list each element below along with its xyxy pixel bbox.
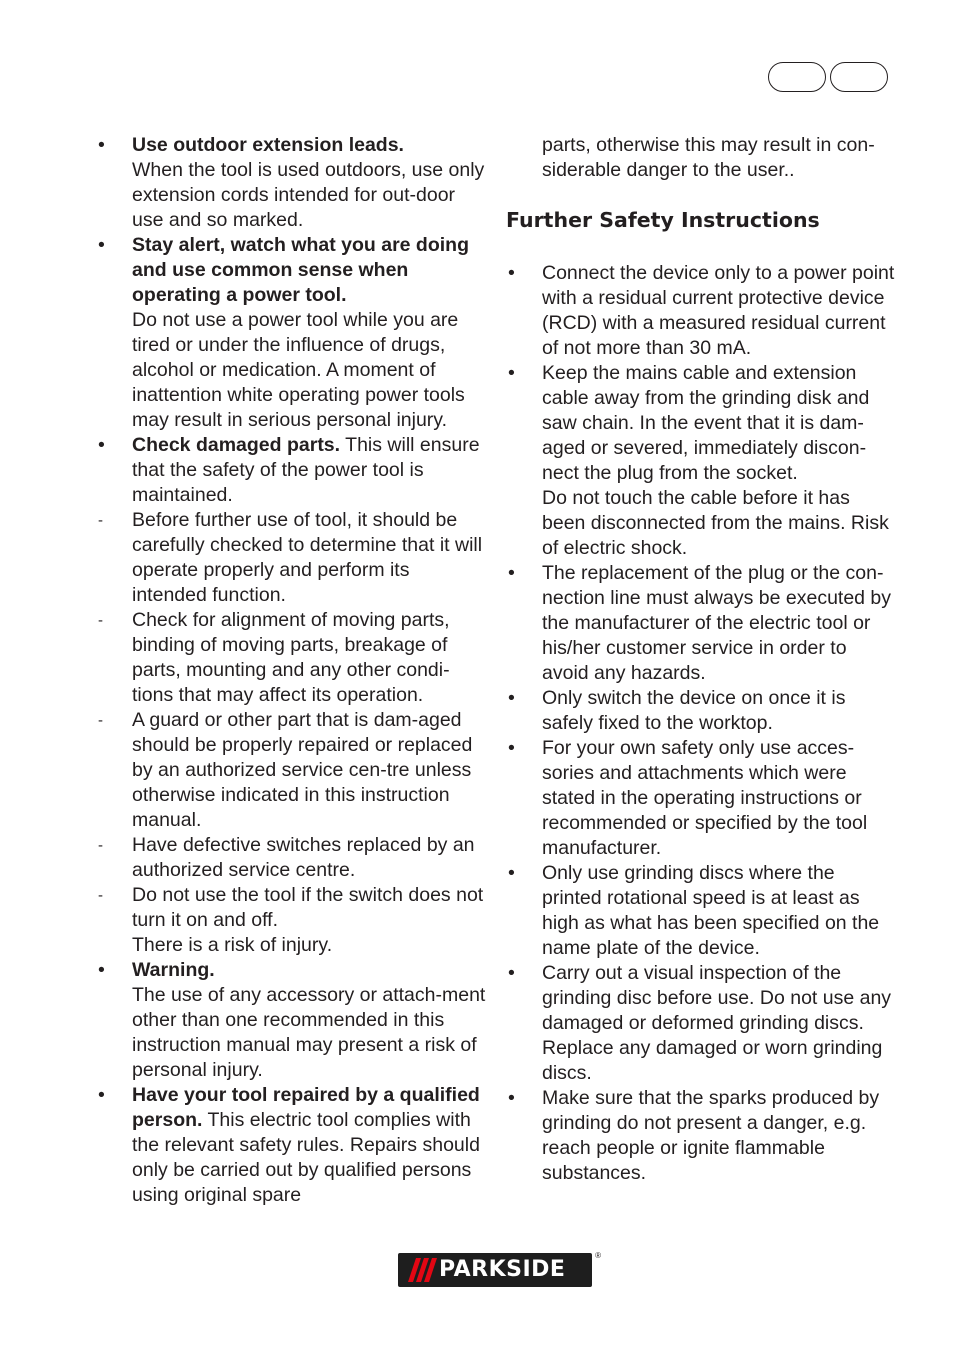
item-text: Check for alignment of moving parts, binding of moving parts, breakage of parts, mounting and any other condi-tions that may affect its operation. — [132, 609, 450, 706]
bullet-marker: • — [508, 962, 515, 984]
right-column — [506, 133, 898, 1186]
language-tab-left — [768, 62, 826, 92]
logo-stripes-icon — [402, 1258, 438, 1282]
list-item — [96, 608, 486, 708]
registered-mark: ® — [595, 1251, 601, 1260]
item-text: Connect the device only to a power point with a residual current protective device (RCD) with a measured residual current of not more than 30 mA. — [542, 262, 895, 359]
dash-marker: - — [98, 512, 103, 529]
list-item — [506, 261, 898, 361]
item-text: For your own safety only use acces-sories and attachments which were stated in the operating instructions or recommended or specified by the tool manufacturer. — [542, 737, 868, 859]
bullet-marker: • — [508, 737, 515, 759]
item-text: Before further use of tool, it should be carefully checked to determine that it will operate properly and perform its intended function. — [132, 509, 483, 606]
language-tabs — [768, 62, 892, 94]
bullet-marker: • — [508, 562, 515, 584]
item-text: Do not use the tool if the switch does not turn it on and off. — [132, 884, 484, 931]
bullet-marker: • — [508, 862, 515, 884]
bullet-marker: • — [98, 1084, 105, 1106]
list-item — [506, 361, 898, 561]
parkside-logo — [398, 1251, 601, 1287]
logo-text: PARKSIDE — [439, 1257, 566, 1282]
item-text: Keep the mains cable and extension cable away from the grinding disk and saw chain. In the event that it is dam-aged or severed, immediately discon-nect the plug from the socket. — [542, 362, 870, 484]
list-item — [506, 561, 898, 686]
item-text: A guard or other part that is dam-aged should be properly repaired or replaced by an authorized service cen-tre unless otherwise indicated in this instruction manual. — [132, 709, 473, 831]
item-text: The use of any accessory or attach-ment other than one recommended in this instruction manual may present a risk of personal injury. — [132, 984, 486, 1081]
bullet-marker: • — [98, 234, 105, 256]
list-item — [506, 686, 898, 736]
dash-marker: - — [98, 612, 103, 629]
dash-marker: - — [98, 712, 103, 729]
item-text: When the tool is used outdoors, use only extension cords intended for out-door use and so marked. — [132, 159, 485, 231]
list-item — [96, 708, 486, 833]
bullet-marker: • — [508, 687, 515, 709]
item-text: Only switch the device on once it is safely fixed to the worktop. — [542, 687, 846, 734]
list-item — [96, 883, 486, 958]
bullet-marker: • — [98, 134, 105, 156]
bullet-marker: • — [508, 1087, 515, 1109]
list-item — [506, 736, 898, 861]
item-heading: Use outdoor extension leads. — [132, 134, 404, 156]
item-heading: Warning. — [132, 959, 215, 981]
item-extra-text: Do not touch the cable before it has been disconnected from the mains. Risk of electric shock. — [542, 487, 889, 559]
item-heading: Stay alert, watch what you are doing and use common sense when operating a power tool. — [132, 234, 469, 306]
list-item — [96, 508, 486, 608]
continued-text — [506, 133, 898, 183]
list-item — [96, 133, 486, 233]
item-text: Make sure that the sparks produced by grinding do not present a danger, e.g. reach people or ignite flammable substances. — [542, 1087, 880, 1184]
left-column — [96, 133, 486, 1208]
item-text: The replacement of the plug or the con-nection line must always be executed by the manufacturer of the electric tool or his/her customer service in order to avoid any hazards. — [542, 562, 892, 684]
dash-marker: - — [98, 887, 103, 904]
list-item — [506, 1086, 898, 1186]
section-heading: Further Safety Instructions — [506, 208, 820, 232]
bullet-marker: • — [98, 434, 105, 456]
bullet-marker: • — [508, 262, 515, 284]
item-text: Do not use a power tool while you are tired or under the influence of drugs, alcohol or medication. A moment of inattention white operating power tools may result in serious personal injury. — [132, 309, 465, 431]
bullet-marker: • — [98, 959, 105, 981]
list-item — [96, 833, 486, 883]
item-text: Only use grinding discs where the printed rotational speed is at least as high as what has been specified on the name plate of the device. — [542, 862, 880, 959]
list-item — [96, 233, 486, 433]
bullet-marker: • — [508, 362, 515, 384]
list-item — [96, 1083, 486, 1208]
item-text: Carry out a visual inspection of the grinding disc before use. Do not use any damaged or deformed grinding discs. Replace any damaged or worn grinding discs. — [542, 962, 892, 1084]
language-tab-right — [830, 62, 888, 92]
list-item — [506, 861, 898, 961]
item-text: This will ensure that the safety of the power tool is maintained. — [132, 434, 480, 506]
item-text: Have defective switches replaced by an authorized service centre. — [132, 834, 475, 881]
dash-marker: - — [98, 837, 103, 854]
item-extra-text: There is a risk of injury. — [132, 934, 333, 956]
item-heading: Have your tool repaired by a qualified person. — [132, 1084, 480, 1131]
item-heading: Check damaged parts. — [132, 434, 341, 456]
list-item — [96, 433, 486, 508]
list-item — [96, 958, 486, 1083]
item-text: This electric tool complies with the relevant safety rules. Repairs should only be carried out by qualified persons using original spare — [132, 1109, 480, 1206]
list-item — [506, 961, 898, 1086]
continued-paragraph: parts, otherwise this may result in con-siderable danger to the user.. — [542, 134, 875, 181]
